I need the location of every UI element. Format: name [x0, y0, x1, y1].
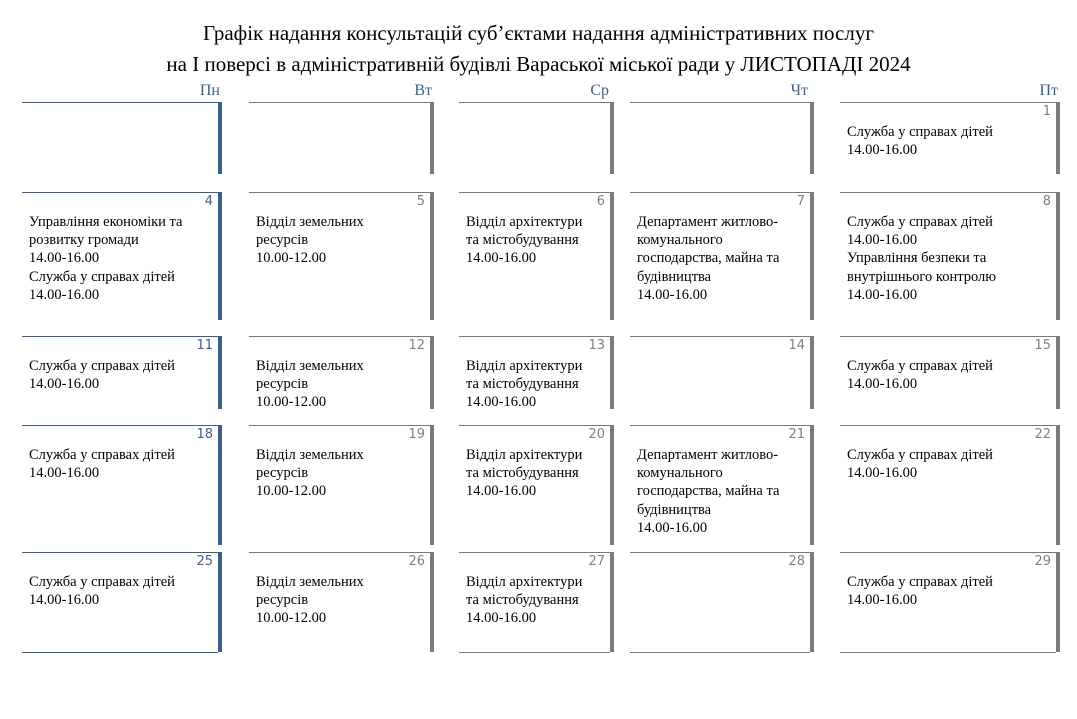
- entry-line: внутрішнього контролю: [847, 268, 997, 285]
- entry-line: Управління безпеки та: [847, 250, 987, 267]
- entry-line: Служба у справах дітей: [847, 358, 993, 374]
- consultation-entry: [256, 357, 420, 412]
- day-cell-thu: [630, 552, 814, 652]
- consultation-entry: [466, 446, 600, 501]
- entry-line: будівництва: [637, 268, 712, 285]
- entry-line: 14.00-16.00: [466, 394, 537, 411]
- entry-line: 14.00-16.00: [637, 519, 708, 536]
- entry-line: Відділ земельних: [256, 447, 364, 463]
- entry-line: Управління економіки та: [29, 214, 183, 230]
- entry-line: 14.00-16.00: [29, 376, 100, 393]
- title-line-1: Графік надання консультацій суб’єктами надання адміністративних послуг: [203, 21, 874, 45]
- day-cell-fri: [840, 102, 1060, 174]
- entry-line: 14.00-16.00: [29, 592, 100, 609]
- entry-line: Служба у справах дітей: [29, 268, 175, 285]
- day-cell-fri: [840, 552, 1060, 652]
- day-content: [466, 213, 600, 268]
- consultation-entry: [847, 249, 1046, 304]
- entry-line: 14.00-16.00: [466, 610, 537, 627]
- day-number: 6: [596, 194, 605, 209]
- day-content: [29, 446, 208, 482]
- day-content: [256, 446, 420, 501]
- dayname-fri: Пт: [1039, 82, 1058, 99]
- title-line-2: на І поверсі в адміністративній будівлі Вараської міської ради у ЛИСТОПАДІ 2024: [166, 52, 911, 76]
- consultation-entry: [637, 446, 800, 537]
- day-number: 12: [408, 338, 425, 353]
- entry-line: комунального: [637, 465, 723, 482]
- day-cell-tue: [249, 425, 434, 545]
- day-number: 21: [788, 427, 805, 442]
- entry-line: Відділ земельних: [256, 574, 364, 590]
- day-cell-wed: [459, 336, 614, 409]
- page-title: [0, 18, 1077, 80]
- entry-line: ресурсів: [256, 232, 309, 249]
- entry-line: Відділ земельних: [256, 214, 364, 230]
- dayname-thu: Чт: [790, 82, 808, 99]
- day-cell-mon: [22, 192, 222, 320]
- bottom-rule: [22, 652, 218, 653]
- day-cell-mon: [22, 425, 222, 545]
- dayname-tue: Вт: [414, 82, 432, 99]
- day-number: 7: [796, 194, 805, 209]
- consultation-entry: [847, 357, 1046, 393]
- bottom-rule: [630, 652, 810, 653]
- consultation-entry: [637, 213, 800, 304]
- entry-line: 14.00-16.00: [466, 483, 537, 500]
- day-cell-tue: [249, 336, 434, 409]
- entry-line: ресурсів: [256, 376, 309, 393]
- day-cell-thu: [630, 102, 814, 174]
- entry-line: Служба у справах дітей: [847, 214, 993, 230]
- day-content: [256, 213, 420, 268]
- day-content: [256, 573, 420, 628]
- consultation-entry: [29, 268, 208, 304]
- consultation-entry: [256, 213, 420, 268]
- day-number: 29: [1034, 554, 1051, 569]
- day-number: 22: [1034, 427, 1051, 442]
- entry-line: 14.00-16.00: [466, 250, 537, 267]
- dayname-wed: Ср: [590, 82, 609, 99]
- dayname-mon: Пн: [199, 82, 220, 99]
- day-number: 1: [1042, 104, 1051, 119]
- day-cell-fri: [840, 192, 1060, 320]
- day-cell-mon: [22, 102, 222, 174]
- day-number: 5: [416, 194, 425, 209]
- entry-line: Відділ архітектури: [466, 214, 583, 230]
- day-content: [847, 446, 1046, 482]
- day-number: 13: [588, 338, 605, 353]
- entry-line: 10.00-12.00: [256, 394, 327, 411]
- entry-line: розвитку громади: [29, 232, 139, 249]
- entry-line: 14.00-16.00: [847, 592, 918, 609]
- entry-line: Служба у справах дітей: [847, 574, 993, 590]
- entry-line: 10.00-12.00: [256, 610, 327, 627]
- entry-line: господарства, майна та: [637, 483, 780, 500]
- entry-line: та містобудування: [466, 232, 579, 249]
- consultation-entry: [29, 573, 208, 609]
- day-content: [29, 213, 208, 304]
- consultation-entry: [847, 123, 1046, 159]
- entry-line: та містобудування: [466, 592, 579, 609]
- consultation-entry: [29, 357, 208, 393]
- entry-line: комунального: [637, 232, 723, 249]
- entry-line: 14.00-16.00: [847, 376, 918, 393]
- day-content: [637, 446, 800, 537]
- entry-line: Служба у справах дітей: [29, 358, 175, 374]
- day-number: 20: [588, 427, 605, 442]
- day-cell-mon: [22, 336, 222, 409]
- entry-line: господарства, майна та: [637, 250, 780, 267]
- day-number: 28: [788, 554, 805, 569]
- entry-line: Відділ архітектури: [466, 447, 583, 463]
- entry-line: Служба у справах дітей: [29, 447, 175, 463]
- entry-line: Служба у справах дітей: [29, 574, 175, 590]
- entry-line: 10.00-12.00: [256, 483, 327, 500]
- day-cell-wed: [459, 102, 614, 174]
- day-cell-fri: [840, 336, 1060, 409]
- entry-line: 14.00-16.00: [847, 232, 918, 249]
- day-cell-fri: [840, 425, 1060, 545]
- day-number: 14: [788, 338, 805, 353]
- entry-line: будівництва: [637, 501, 712, 518]
- day-number: 19: [408, 427, 425, 442]
- consultation-entry: [466, 573, 600, 628]
- entry-line: Служба у справах дітей: [847, 447, 993, 463]
- consultation-entry: [29, 446, 208, 482]
- day-number: 4: [204, 194, 213, 209]
- consultation-entry: [29, 213, 208, 268]
- entry-line: ресурсів: [256, 592, 309, 609]
- day-content: [847, 213, 1046, 304]
- day-content: [466, 357, 600, 412]
- day-number: 15: [1034, 338, 1051, 353]
- entry-line: ресурсів: [256, 465, 309, 482]
- consultation-entry: [847, 446, 1046, 482]
- day-cell-thu: [630, 336, 814, 409]
- day-cell-wed: [459, 425, 614, 545]
- entry-line: 14.00-16.00: [847, 465, 918, 482]
- consultation-entry: [256, 446, 420, 501]
- day-number: 26: [408, 554, 425, 569]
- consultation-entry: [466, 357, 600, 412]
- day-number: 27: [588, 554, 605, 569]
- entry-line: 14.00-16.00: [637, 286, 708, 303]
- day-cell-tue: [249, 102, 434, 174]
- entry-line: 14.00-16.00: [29, 250, 100, 267]
- day-content: [29, 573, 208, 609]
- entry-line: Департамент житлово-: [637, 447, 779, 463]
- entry-line: Відділ архітектури: [466, 358, 583, 374]
- entry-line: 10.00-12.00: [256, 250, 327, 267]
- day-content: [466, 446, 600, 501]
- consultation-entry: [256, 573, 420, 628]
- day-content: [637, 213, 800, 304]
- day-content: [29, 357, 208, 393]
- entry-line: Відділ земельних: [256, 358, 364, 374]
- day-number: 25: [196, 554, 213, 569]
- entry-line: та містобудування: [466, 376, 579, 393]
- consultation-entry: [847, 213, 1046, 249]
- entry-line: Департамент житлово-: [637, 214, 779, 230]
- bottom-rule: [459, 652, 610, 653]
- entry-line: Служба у справах дітей: [847, 124, 993, 140]
- day-content: [466, 573, 600, 628]
- bottom-rule: [840, 652, 1056, 653]
- day-number: 18: [196, 427, 213, 442]
- entry-line: 14.00-16.00: [847, 286, 918, 303]
- consultation-entry: [847, 573, 1046, 609]
- day-cell-thu: [630, 425, 814, 545]
- day-number: 8: [1042, 194, 1051, 209]
- entry-line: 14.00-16.00: [847, 142, 918, 159]
- day-number: 11: [196, 338, 213, 353]
- day-cell-wed: [459, 552, 614, 652]
- day-cell-tue: [249, 192, 434, 320]
- day-cell-wed: [459, 192, 614, 320]
- entry-line: 14.00-16.00: [29, 465, 100, 482]
- day-cell-tue: [249, 552, 434, 652]
- day-content: [847, 573, 1046, 609]
- day-content: [256, 357, 420, 412]
- day-cell-mon: [22, 552, 222, 652]
- entry-line: 14.00-16.00: [29, 286, 100, 303]
- day-content: [847, 123, 1046, 159]
- entry-line: Відділ архітектури: [466, 574, 583, 590]
- day-cell-thu: [630, 192, 814, 320]
- day-content: [847, 357, 1046, 393]
- entry-line: та містобудування: [466, 465, 579, 482]
- consultation-entry: [466, 213, 600, 268]
